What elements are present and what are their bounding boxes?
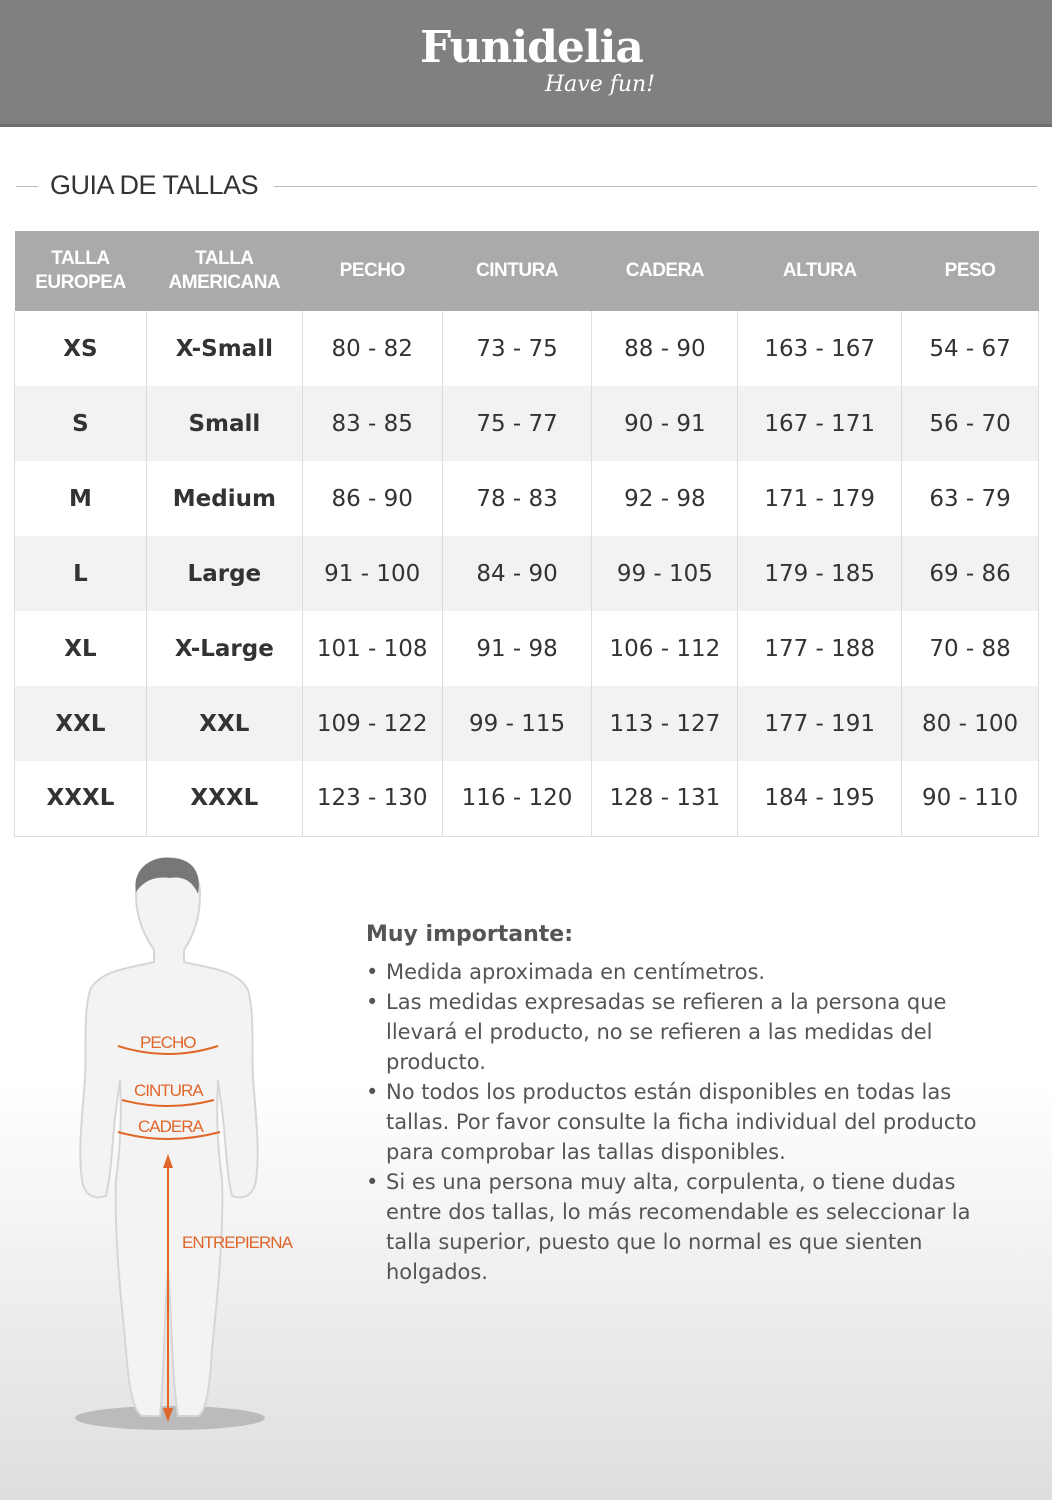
- column-header-label: TALLA: [195, 248, 254, 269]
- info-list: [366, 957, 1006, 1287]
- table-cell: XL: [15, 611, 147, 686]
- table-cell: 99 - 105: [592, 536, 738, 611]
- table-row: [15, 536, 1039, 611]
- table-cell: 167 - 171: [738, 386, 902, 461]
- table-cell: 171 - 179: [738, 461, 902, 536]
- table-cell: 163 - 167: [738, 311, 902, 386]
- important-info: [366, 922, 1006, 1287]
- table-cell: 83 - 85: [302, 386, 442, 461]
- table-cell: M: [15, 461, 147, 536]
- table-cell: 84 - 90: [442, 536, 592, 611]
- table-cell: 116 - 120: [442, 761, 592, 836]
- column-header-label: PESO: [944, 260, 996, 281]
- table-cell: 73 - 75: [442, 311, 592, 386]
- column-header-label: AMERICANA: [168, 272, 281, 293]
- logo[interactable]: Funidelia: [420, 22, 643, 73]
- logo-tagline: Have fun!: [545, 72, 656, 97]
- table-cell: L: [15, 536, 147, 611]
- figure-label-pecho: PECHO: [140, 1033, 196, 1052]
- table-cell: 75 - 77: [442, 386, 592, 461]
- table-cell: S: [15, 386, 147, 461]
- table-cell: 106 - 112: [592, 611, 738, 686]
- table-cell: 128 - 131: [592, 761, 738, 836]
- info-item: • No todos los productos están disponibles en todas las tallas. Por favor consulte la ficha individual del producto para comprobar las tallas disponibles.: [366, 1077, 1006, 1167]
- table-cell: 101 - 108: [302, 611, 442, 686]
- table-cell: 63 - 79: [902, 461, 1039, 536]
- table-cell: 54 - 67: [902, 311, 1039, 386]
- table-cell: XXXL: [146, 761, 302, 836]
- column-header: [146, 231, 302, 311]
- section-title-row: [16, 170, 1037, 202]
- table-cell: 80 - 100: [902, 686, 1039, 761]
- table-row: [15, 461, 1039, 536]
- column-header-label: EUROPEA: [35, 272, 126, 293]
- table-cell: X-Large: [146, 611, 302, 686]
- column-header-label: TALLA: [51, 248, 110, 269]
- header: [0, 0, 1052, 127]
- table-cell: Large: [146, 536, 302, 611]
- table-cell: Small: [146, 386, 302, 461]
- table-row: [15, 761, 1039, 836]
- info-heading: Muy importante:: [366, 922, 573, 947]
- divider: [16, 186, 38, 187]
- table-cell: 177 - 188: [738, 611, 902, 686]
- table-row: [15, 386, 1039, 461]
- column-header: [592, 231, 738, 311]
- table-cell: 78 - 83: [442, 461, 592, 536]
- table-cell: Medium: [146, 461, 302, 536]
- table-cell: XXXL: [15, 761, 147, 836]
- table-row: [15, 611, 1039, 686]
- info-item: • Medida aproximada en centímetros.: [366, 957, 1006, 987]
- table-cell: 88 - 90: [592, 311, 738, 386]
- divider: [274, 186, 1037, 187]
- table-row: [15, 311, 1039, 386]
- table-row: [15, 686, 1039, 761]
- table-cell: 92 - 98: [592, 461, 738, 536]
- column-header: [302, 231, 442, 311]
- table-cell: 69 - 86: [902, 536, 1039, 611]
- table-cell: XS: [15, 311, 147, 386]
- table-cell: 99 - 115: [442, 686, 592, 761]
- table-cell: 70 - 88: [902, 611, 1039, 686]
- size-table: [14, 231, 1039, 837]
- table-cell: 80 - 82: [302, 311, 442, 386]
- column-header-label: CADERA: [625, 260, 705, 281]
- figure-label-entrepierna: ENTREPIERNA: [182, 1233, 292, 1252]
- table-cell: 91 - 98: [442, 611, 592, 686]
- table-cell: X-Small: [146, 311, 302, 386]
- table-cell: 184 - 195: [738, 761, 902, 836]
- column-header: [442, 231, 592, 311]
- column-header: [15, 231, 147, 311]
- table-cell: 90 - 110: [902, 761, 1039, 836]
- table-cell: 113 - 127: [592, 686, 738, 761]
- table-cell: 109 - 122: [302, 686, 442, 761]
- table-cell: 91 - 100: [302, 536, 442, 611]
- figure-label-cintura: CINTURA: [134, 1081, 203, 1100]
- table-cell: 177 - 191: [738, 686, 902, 761]
- column-header-label: CINTURA: [476, 260, 559, 281]
- table-cell: XXL: [15, 686, 147, 761]
- figure-label-cadera: CADERA: [138, 1117, 203, 1136]
- table-cell: 56 - 70: [902, 386, 1039, 461]
- body-measurement-figure: [60, 850, 320, 1430]
- page-title: GUIA DE TALLAS: [50, 170, 259, 200]
- column-header-label: ALTURA: [782, 260, 857, 281]
- table-cell: XXL: [146, 686, 302, 761]
- column-header: [738, 231, 902, 311]
- info-item: • Las medidas expresadas se refieren a la persona que llevará el producto, no se refieren a las medidas del producto.: [366, 987, 1006, 1077]
- table-cell: 90 - 91: [592, 386, 738, 461]
- table-cell: 86 - 90: [302, 461, 442, 536]
- column-header: [902, 231, 1039, 311]
- table-cell: 179 - 185: [738, 536, 902, 611]
- table-cell: 123 - 130: [302, 761, 442, 836]
- column-header-label: PECHO: [339, 260, 405, 281]
- info-item: • Si es una persona muy alta, corpulenta, o tiene dudas entre dos tallas, lo más recomendable es seleccionar la talla superior, puesto que lo normal es que sienten holgados.: [366, 1167, 1006, 1287]
